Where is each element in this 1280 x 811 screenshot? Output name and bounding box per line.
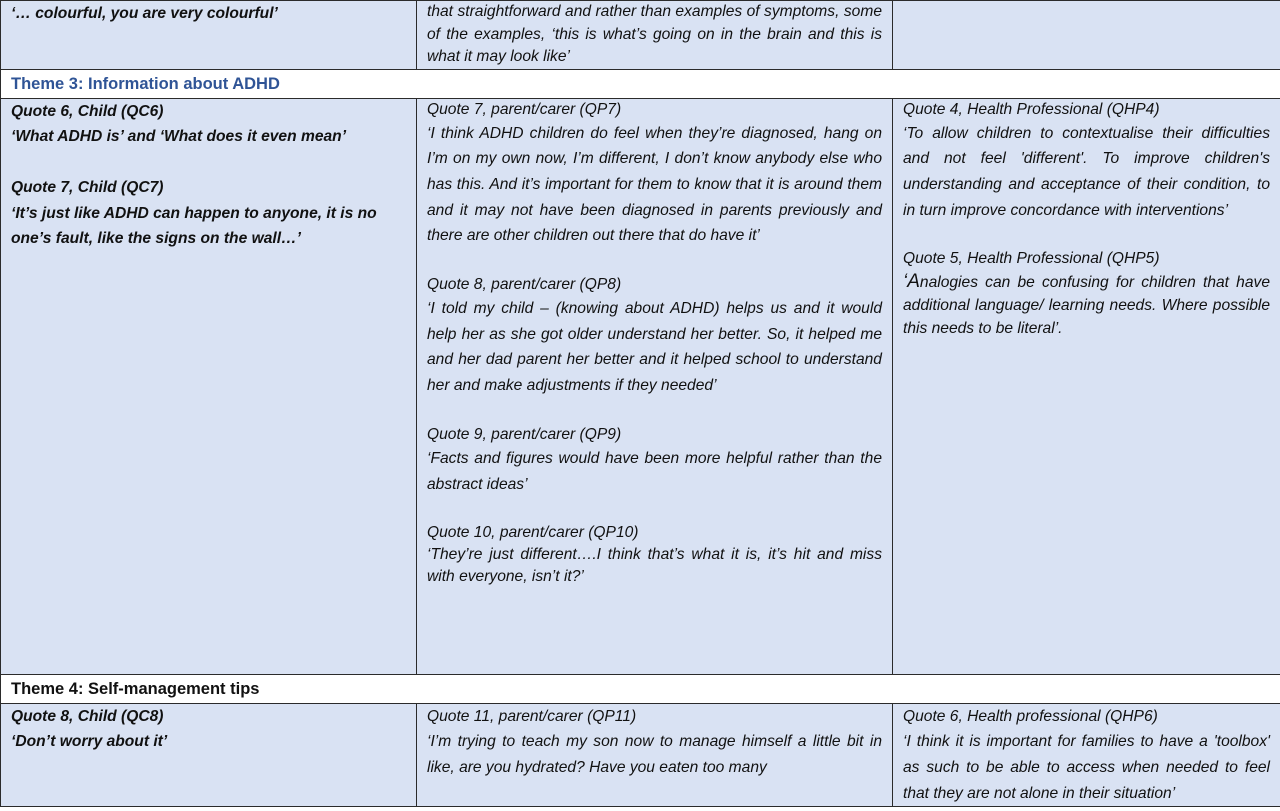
quote-label: Quote 7, parent/carer (QP7) [427, 100, 622, 118]
quote-label: Quote 7, Child (QC7) [11, 178, 164, 196]
theme-heading: Theme 4: Self-management tips [1, 674, 1280, 703]
quote-text: ‘They’re just different….I think that’s what it is, it’s hit and miss with everyone, isn’t it?’ [427, 546, 882, 586]
table-row [1, 69, 1280, 98]
quote-text: nalogies can be confusing for children that have additional language/ learning needs. Where possible this needs to be literal’. [903, 274, 1270, 338]
quote-text: ‘I think ADHD children do feel when they’re diagnosed, hang on I’m on my own now, I’m different, I don’t know anybody else who has this. And it’s important for them to know that it is around them and it may not have been diagnosed in parents previously and there are other children out there that do have it’ [427, 124, 882, 245]
quote-label: Quote 4, Health Professional (QHP4) [903, 100, 1160, 118]
table-row [1, 1, 1280, 70]
quote-text: ‘I think it is important for families to have a 'toolbox' as such to be able to access when needed to feel that they are not alone in their situation’ [903, 733, 1270, 802]
quote-text: ‘Facts and figures would have been more helpful rather than the abstract ideas’ [427, 449, 882, 493]
quote-label: Quote 8, parent/carer (QP8) [427, 276, 622, 294]
quote-text: ‘What ADHD is’ and ‘What does it even mean’ [11, 128, 347, 146]
child-quote-cell [1, 703, 417, 807]
parent-quote-cell [417, 703, 893, 807]
quote-text-group [903, 270, 1270, 340]
table-row [1, 674, 1280, 703]
child-quote-cell [1, 98, 417, 674]
quote-label: Quote 5, Health Professional (QHP5) [903, 250, 1160, 268]
child-quote-text: ‘… colourful, you are very colourful’ [11, 5, 278, 22]
quote-text: ‘To allow children to contextualise their difficulties and not feel 'different'. To improve children's understanding and acceptance of their condition, to in turn improve concordance with interventions’ [903, 124, 1270, 219]
quote-text: ‘I’m trying to teach my son now to manage himself a little bit in like, are you hydrated? Have you eaten too many [427, 733, 882, 776]
table-row [1, 98, 1280, 674]
quote-label: Quote 6, Health professional (QHP6) [903, 707, 1158, 725]
quote-label: Quote 6, Child (QC6) [11, 102, 164, 120]
quote-label: Quote 9, parent/carer (QP9) [427, 425, 622, 443]
theme-heading: Theme 3: Information about ADHD [1, 69, 1280, 98]
professional-quote-cell [893, 1, 1280, 70]
quote-label: Quote 10, parent/carer (QP10) [427, 524, 639, 542]
child-quote-cell [1, 1, 417, 70]
parent-quote-cell [417, 98, 893, 674]
quote-initial: ‘A [903, 271, 920, 293]
quote-text: ‘Don’t worry about it’ [11, 733, 168, 751]
parent-quote-text: that straightforward and rather than examples of symptoms, some of the examples, ‘this is what’s going on in the brain and this is what it may look like’ [427, 3, 882, 65]
parent-quote-cell [417, 1, 893, 70]
professional-quote-cell [893, 703, 1280, 807]
professional-quote-cell [893, 98, 1280, 674]
quote-label: Quote 8, Child (QC8) [11, 707, 164, 725]
quote-text: ‘I told my child – (knowing about ADHD) helps us and it would help her as she got older understand her better. So, it helped me and her dad parent her better and it helped school to understand her and make adjustments if they needed’ [427, 300, 882, 395]
table-row [1, 703, 1280, 807]
quote-label: Quote 11, parent/carer (QP11) [427, 707, 637, 725]
quote-text: ‘It’s just like ADHD can happen to anyone, it is no one’s fault, like the signs on the wall…’ [11, 204, 377, 248]
